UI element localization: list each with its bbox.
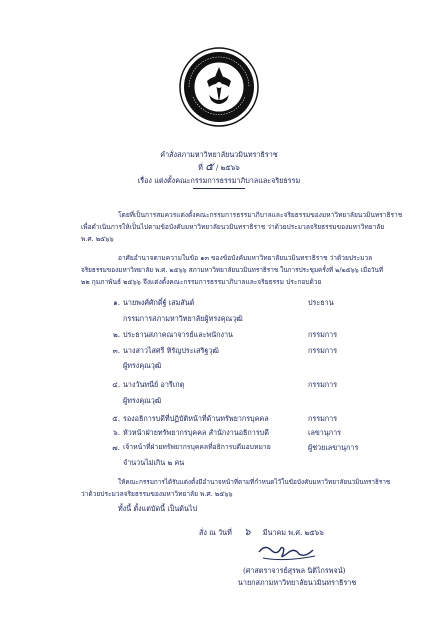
- title-divider: [193, 188, 245, 189]
- subject-label: เรื่อง: [137, 176, 152, 185]
- member-2-number: ๒.: [112, 330, 120, 339]
- para3-line-2: ว่าด้วยประมวลจริยธรรมของมหาวิทยาลัย พ.ศ. ๒๕๖๖: [81, 490, 233, 498]
- signer-name: (ศาสตราจารย์สุรพล นิติไกรพจน์): [243, 566, 346, 575]
- order-number: [0, 162, 438, 172]
- member-5-number: ๕.: [112, 414, 120, 423]
- member-2-name: ประธานสภาคณาจารย์และพนักงาน: [123, 330, 233, 339]
- member-3-number: ๓.: [112, 346, 120, 355]
- member-4-role: กรรมการ: [308, 380, 338, 389]
- para2-line-1: อาศัยอำนาจตามความในข้อ ๑๓ ของข้อบังคับมหาวิทยาลัยนวมินทราธิราช ว่าด้วยประมวล: [118, 254, 373, 262]
- university-seal-icon: [179, 47, 259, 127]
- effective-clause: ทั้งนี้ ตั้งแต่บัดนี้ เป็นต้นไป: [118, 504, 198, 513]
- member-7-detail: จำนวนไม่เกิน ๒ คน: [123, 458, 185, 467]
- order-number-year: / ๒๕๖๖: [215, 163, 240, 172]
- member-7-role: ผู้ช่วยเลขานุการ: [308, 443, 359, 452]
- order-title: คำสั่งสภามหาวิทยาลัยนวมินทราธิราช: [160, 150, 278, 159]
- member-5-role: กรรมการ: [308, 414, 338, 423]
- member-6-number: ๖.: [113, 428, 120, 437]
- member-1-name: นายพงศ์ศักดิ์ฐ์ เสมสันต์: [123, 298, 195, 307]
- para1-line-2: เพื่อดำเนินการให้เป็นไปตามข้อบังคับมหาวิทยาลัยนวมินทราธิราช ว่าด้วยประมวลจริยธรรมของมหาวิทยาลัย: [81, 223, 385, 231]
- para1-line-1: โดยที่เป็นการสมควรแต่งตั้งคณะกรรมการธรรมาภิบาลและจริยธรรมของมหาวิทยาลัยนวมินทราธิราช: [118, 211, 403, 219]
- member-7-number: ๗.: [112, 443, 120, 452]
- member-3-name: นางสาวไสศรี หิรัญประเสริฐวุฒิ: [123, 346, 219, 355]
- member-1-role: ประธาน: [308, 298, 334, 307]
- ordered-date-prefix: สั่ง ณ วันที่: [199, 528, 232, 537]
- ordered-day-handwritten: ๖: [244, 527, 251, 538]
- order-subject: [0, 176, 438, 185]
- ordered-date-suffix: มีนาคม พ.ศ. ๒๕๖๖: [262, 528, 324, 537]
- member-5-name: รองอธิการบดีที่ปฏิบัติหน้าที่ด้านทรัพยากรบุคคล: [123, 414, 269, 423]
- signer-title: นายกสภามหาวิทยาลัยนวมินทราธิราช: [238, 578, 357, 587]
- order-number-handwritten: ๕: [205, 160, 214, 173]
- member-3-role: กรรมการ: [308, 346, 338, 355]
- para1-line-3: พ.ศ. ๒๕๖๖: [81, 235, 114, 243]
- member-1-detail: กรรมการสภามหาวิทยาลัยผู้ทรงคุณวุฒิ: [123, 314, 243, 323]
- member-3-detail: ผู้ทรงคุณวุฒิ: [123, 361, 162, 370]
- member-6-name: หัวหน้าฝ่ายทรัพยากรบุคคล สำนักงานอธิการบดี: [123, 428, 269, 437]
- subject-text: แต่งตั้งคณะกรรมการธรรมาภิบาลและจริยธรรม: [154, 176, 301, 185]
- ordered-date: [199, 528, 324, 537]
- member-7-name: เจ้าหน้าที่ฝ่ายทรัพยากรบุคคลที่อธิการบดีมอบหมาย: [123, 443, 271, 451]
- order-number-prefix: ที่: [198, 163, 203, 172]
- member-4-number: ๔.: [112, 380, 120, 389]
- para2-line-2: จริยธรรมของมหาวิทยาลัย พ.ศ. ๒๕๖๖ สภามหาวิทยาลัยนวมินทราธิราช ในการประชุมครั้งที่ ๒/๒๕๖๖ เมื่อวันที่: [81, 266, 384, 274]
- member-2-role: กรรมการ: [308, 330, 338, 339]
- para3-line-1: ให้คณะกรรมการได้รับแต่งตั้งมีอำนาจหน้าที่ตามที่กำหนดไว้ในข้อบังคับมหาวิทยาลัยนวมินทราธิราช: [118, 478, 391, 486]
- handwritten-signature-icon: [255, 538, 319, 566]
- member-4-name: นางวันทนีย์ อารีเกตุ: [123, 380, 185, 389]
- member-4-detail: ผู้ทรงคุณวุฒิ: [123, 396, 162, 405]
- para2-line-3: ๒๒ กุมภาพันธ์ ๒๕๖๖ จึงแต่งตั้งคณะกรรมการธรรมาภิบาลและจริยธรรม ประกอบด้วย: [81, 278, 322, 286]
- member-6-role: เลขานุการ: [308, 428, 341, 437]
- member-1-number: ๑.: [113, 298, 120, 307]
